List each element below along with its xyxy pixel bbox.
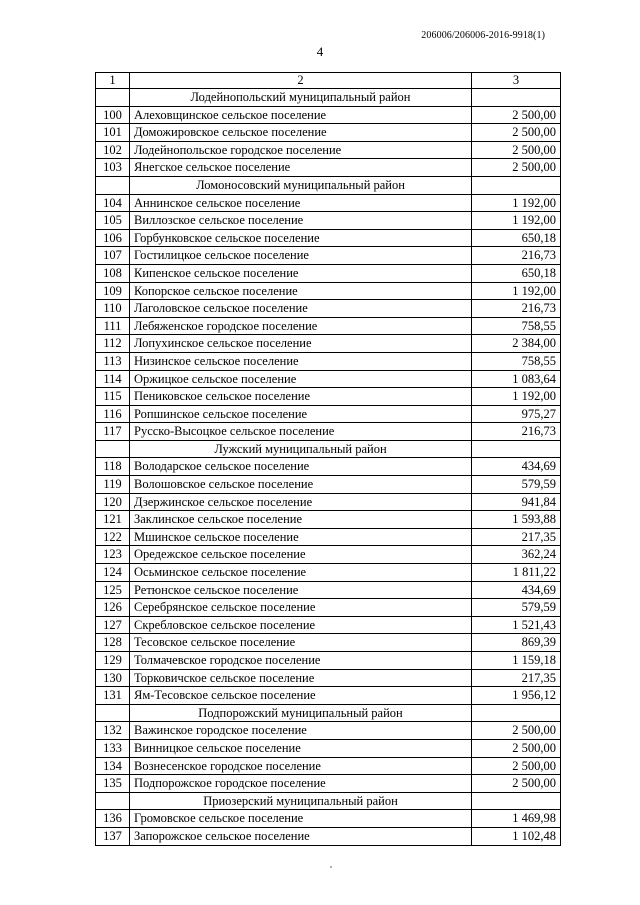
settlement-name: Винницкое сельское поселение xyxy=(130,739,472,757)
settlement-name: Володарское сельское поселение xyxy=(130,458,472,476)
table-row xyxy=(96,300,561,318)
column-header-1: 1 xyxy=(96,73,130,89)
document-id: 206006/206006-2016-9918(1) xyxy=(421,30,545,41)
table-row xyxy=(96,124,561,142)
row-number: 116 xyxy=(96,405,130,423)
row-number: 119 xyxy=(96,476,130,494)
district-value-cell xyxy=(472,704,561,722)
amount-value: 2 384,00 xyxy=(472,335,561,353)
row-number: 114 xyxy=(96,370,130,388)
table-row xyxy=(96,212,561,230)
table-row xyxy=(96,282,561,300)
district-value-cell xyxy=(472,89,561,107)
table-row xyxy=(96,159,561,177)
amount-value: 975,27 xyxy=(472,405,561,423)
row-number: 115 xyxy=(96,388,130,406)
settlement-name: Лопухинское сельское поселение xyxy=(130,335,472,353)
district-title: Лужский муниципальный район xyxy=(130,440,472,458)
district-number-cell xyxy=(96,89,130,107)
row-number: 129 xyxy=(96,652,130,670)
allocation-table xyxy=(95,72,561,846)
settlement-name: Горбунковское сельское поселение xyxy=(130,229,472,247)
amount-value: 2 500,00 xyxy=(472,722,561,740)
table-row xyxy=(96,775,561,793)
amount-value: 1 593,88 xyxy=(472,511,561,529)
row-number: 118 xyxy=(96,458,130,476)
settlement-name: Ретюнское сельское поселение xyxy=(130,581,472,599)
row-number: 111 xyxy=(96,317,130,335)
table-row xyxy=(96,194,561,212)
row-number: 107 xyxy=(96,247,130,265)
amount-value: 216,73 xyxy=(472,423,561,441)
amount-value: 1 083,64 xyxy=(472,370,561,388)
settlement-name: Дзержинское сельское поселение xyxy=(130,493,472,511)
table-row xyxy=(96,810,561,828)
table-row xyxy=(96,106,561,124)
amount-value: 1 811,22 xyxy=(472,564,561,582)
settlement-name: Лаголовское сельское поселение xyxy=(130,300,472,318)
amount-value: 1 192,00 xyxy=(472,212,561,230)
settlement-name: Громовское сельское поселение xyxy=(130,810,472,828)
amount-value: 1 192,00 xyxy=(472,194,561,212)
amount-value: 362,24 xyxy=(472,546,561,564)
amount-value: 1 956,12 xyxy=(472,687,561,705)
amount-value: 579,59 xyxy=(472,476,561,494)
settlement-name: Алеховщинское сельское поселение xyxy=(130,106,472,124)
table-row xyxy=(96,528,561,546)
settlement-name: Запорожское сельское поселение xyxy=(130,827,472,845)
district-value-cell xyxy=(472,792,561,810)
amount-value: 650,18 xyxy=(472,264,561,282)
amount-value: 1 159,18 xyxy=(472,652,561,670)
table-row xyxy=(96,247,561,265)
settlement-name: Серебрянское сельское поселение xyxy=(130,599,472,617)
row-number: 104 xyxy=(96,194,130,212)
amount-value: 1 192,00 xyxy=(472,388,561,406)
row-number: 106 xyxy=(96,229,130,247)
amount-value: 434,69 xyxy=(472,581,561,599)
amount-value: 2 500,00 xyxy=(472,757,561,775)
table-header-row xyxy=(96,73,561,89)
district-value-cell xyxy=(472,440,561,458)
district-number-cell xyxy=(96,704,130,722)
settlement-name: Важинское городское поселение xyxy=(130,722,472,740)
row-number: 123 xyxy=(96,546,130,564)
row-number: 132 xyxy=(96,722,130,740)
row-number: 121 xyxy=(96,511,130,529)
page-number: 4 xyxy=(316,44,324,59)
table-row xyxy=(96,687,561,705)
settlement-name: Осьминское сельское поселение xyxy=(130,564,472,582)
settlement-name: Тесовское сельское поселение xyxy=(130,634,472,652)
column-header-2: 2 xyxy=(130,73,472,89)
row-number: 100 xyxy=(96,106,130,124)
amount-value: 2 500,00 xyxy=(472,124,561,142)
settlement-name: Лебяженское городское поселение xyxy=(130,317,472,335)
row-number: 109 xyxy=(96,282,130,300)
amount-value: 758,55 xyxy=(472,317,561,335)
table-row xyxy=(96,564,561,582)
table-row xyxy=(96,370,561,388)
row-number: 103 xyxy=(96,159,130,177)
amount-value: 2 500,00 xyxy=(472,739,561,757)
settlement-name: Русско-Высоцкое сельское поселение xyxy=(130,423,472,441)
row-number: 102 xyxy=(96,141,130,159)
district-title: Ломоносовский муниципальный район xyxy=(130,176,472,194)
settlement-name: Низинское сельское поселение xyxy=(130,352,472,370)
table-row xyxy=(96,476,561,494)
amount-value: 1 521,43 xyxy=(472,616,561,634)
table-row xyxy=(96,493,561,511)
table-row xyxy=(96,634,561,652)
row-number: 137 xyxy=(96,827,130,845)
district-title: Подпорожский муниципальный район xyxy=(130,704,472,722)
row-number: 101 xyxy=(96,124,130,142)
table-row xyxy=(96,652,561,670)
table-row xyxy=(96,581,561,599)
amount-value: 1 192,00 xyxy=(472,282,561,300)
amount-value: 941,84 xyxy=(472,493,561,511)
settlement-name: Гостилицкое сельское поселение xyxy=(130,247,472,265)
row-number: 113 xyxy=(96,352,130,370)
row-number: 120 xyxy=(96,493,130,511)
district-title: Приозерский муниципальный район xyxy=(130,792,472,810)
settlement-name: Ропшинское сельское поселение xyxy=(130,405,472,423)
amount-value: 217,35 xyxy=(472,528,561,546)
row-number: 133 xyxy=(96,739,130,757)
column-header-3: 3 xyxy=(472,73,561,89)
table-row xyxy=(96,739,561,757)
table-row xyxy=(96,229,561,247)
settlement-name: Виллозское сельское поселение xyxy=(130,212,472,230)
district-header-row xyxy=(96,440,561,458)
table-row xyxy=(96,616,561,634)
row-number: 122 xyxy=(96,528,130,546)
settlement-name: Лодейнопольское городское поселение xyxy=(130,141,472,159)
table-row xyxy=(96,352,561,370)
settlement-name: Скребловское сельское поселение xyxy=(130,616,472,634)
table-row xyxy=(96,599,561,617)
amount-value: 217,35 xyxy=(472,669,561,687)
table-row xyxy=(96,405,561,423)
row-number: 105 xyxy=(96,212,130,230)
row-number: 127 xyxy=(96,616,130,634)
settlement-name: Янегское сельское поселение xyxy=(130,159,472,177)
settlement-name: Копорское сельское поселение xyxy=(130,282,472,300)
table-body xyxy=(96,73,561,846)
table-row xyxy=(96,141,561,159)
settlement-name: Вознесенское городское поселение xyxy=(130,757,472,775)
settlement-name: Кипенское сельское поселение xyxy=(130,264,472,282)
table-row xyxy=(96,669,561,687)
amount-value: 1 469,98 xyxy=(472,810,561,828)
settlement-name: Торковичское сельское поселение xyxy=(130,669,472,687)
table-row xyxy=(96,317,561,335)
row-number: 130 xyxy=(96,669,130,687)
table-row xyxy=(96,827,561,845)
row-number: 110 xyxy=(96,300,130,318)
amount-value: 758,55 xyxy=(472,352,561,370)
table-row xyxy=(96,388,561,406)
table-row xyxy=(96,546,561,564)
amount-value: 2 500,00 xyxy=(472,775,561,793)
district-header-row xyxy=(96,89,561,107)
district-title: Лодейнопольский муниципальный район xyxy=(130,89,472,107)
table-row xyxy=(96,423,561,441)
amount-value: 216,73 xyxy=(472,247,561,265)
amount-value: 2 500,00 xyxy=(472,141,561,159)
settlement-name: Доможировское сельское поселение xyxy=(130,124,472,142)
settlement-name: Волошовское сельское поселение xyxy=(130,476,472,494)
row-number: 128 xyxy=(96,634,130,652)
row-number: 125 xyxy=(96,581,130,599)
settlement-name: Оржицкое сельское поселение xyxy=(130,370,472,388)
row-number: 112 xyxy=(96,335,130,353)
row-number: 134 xyxy=(96,757,130,775)
settlement-name: Пениковское сельское поселение xyxy=(130,388,472,406)
amount-value: 434,69 xyxy=(472,458,561,476)
table-row xyxy=(96,757,561,775)
row-number: 135 xyxy=(96,775,130,793)
row-number: 126 xyxy=(96,599,130,617)
district-header-row xyxy=(96,704,561,722)
table-row xyxy=(96,335,561,353)
settlement-name: Толмачевское городское поселение xyxy=(130,652,472,670)
amount-value: 2 500,00 xyxy=(472,159,561,177)
settlement-name: Оредежское сельское поселение xyxy=(130,546,472,564)
amount-value: 216,73 xyxy=(472,300,561,318)
amount-value: 579,59 xyxy=(472,599,561,617)
settlement-name: Мшинское сельское поселение xyxy=(130,528,472,546)
district-number-cell xyxy=(96,792,130,810)
district-number-cell xyxy=(96,440,130,458)
scan-speck xyxy=(330,866,332,868)
table-row xyxy=(96,722,561,740)
amount-value: 1 102,48 xyxy=(472,827,561,845)
settlement-name: Подпорожское городское поселение xyxy=(130,775,472,793)
amount-value: 650,18 xyxy=(472,229,561,247)
row-number: 124 xyxy=(96,564,130,582)
table-row xyxy=(96,264,561,282)
row-number: 131 xyxy=(96,687,130,705)
table-row xyxy=(96,511,561,529)
settlement-name: Аннинское сельское поселение xyxy=(130,194,472,212)
settlement-name: Заклинское сельское поселение xyxy=(130,511,472,529)
row-number: 108 xyxy=(96,264,130,282)
settlement-name: Ям-Тесовское сельское поселение xyxy=(130,687,472,705)
district-header-row xyxy=(96,176,561,194)
amount-value: 2 500,00 xyxy=(472,106,561,124)
district-value-cell xyxy=(472,176,561,194)
district-header-row xyxy=(96,792,561,810)
district-number-cell xyxy=(96,176,130,194)
row-number: 117 xyxy=(96,423,130,441)
row-number: 136 xyxy=(96,810,130,828)
table-row xyxy=(96,458,561,476)
amount-value: 869,39 xyxy=(472,634,561,652)
